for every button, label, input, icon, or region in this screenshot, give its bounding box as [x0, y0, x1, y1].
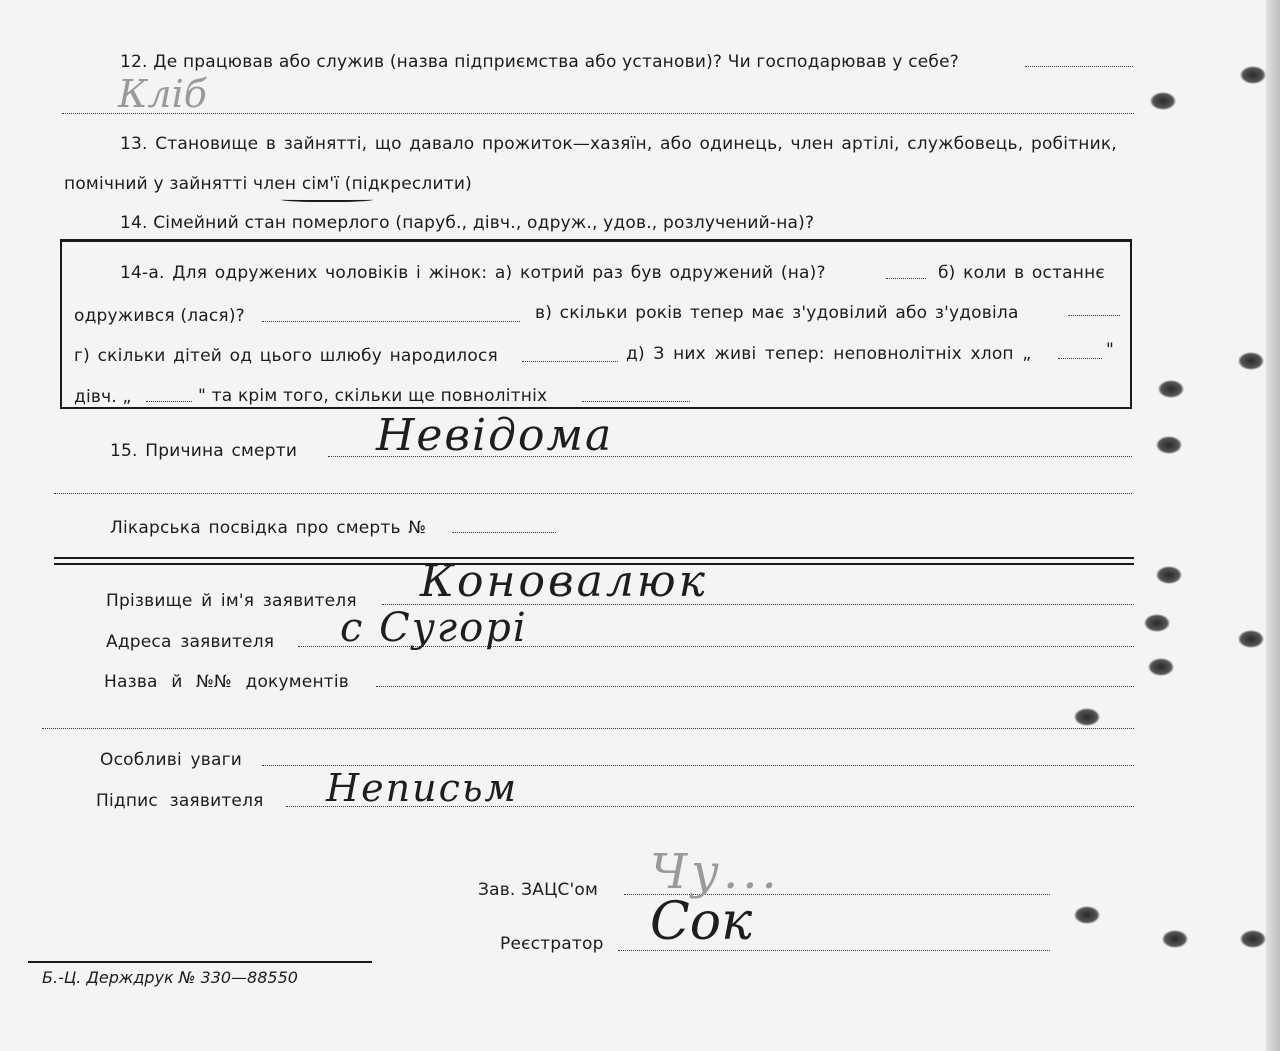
question-13-line-2: помічний у зайнятті член сім'ї (підкреслити): [64, 174, 472, 194]
documents-line: [376, 686, 1134, 687]
question-14a-line-2a: одружився (лася)?: [74, 306, 245, 326]
punch-hole-mark: [1074, 906, 1100, 924]
punch-hole-mark: [1074, 708, 1100, 726]
question-14: 14. Сімейний стан померлого (паруб., дівч., одруж., удов., розлучений-на)?: [120, 213, 815, 233]
punch-hole-mark: [1150, 92, 1176, 110]
medical-certificate: Лікарська посвідка про смерть №: [110, 518, 427, 538]
question-14a-line-1: 14-а. Для одружених чоловіків і жінок: а) котрий раз був одружений (на)?: [120, 263, 826, 283]
punch-hole-mark: [1158, 380, 1184, 398]
q15-handwritten-answer: Невідома: [376, 410, 614, 461]
punch-hole-mark: [1238, 352, 1264, 370]
question-14a-line-1b: б) коли в останнє: [938, 263, 1105, 283]
q14a-dotted-6: [146, 401, 192, 402]
applicant-name-label: Прізвище й ім'я заявителя: [106, 591, 357, 611]
question-14a-line-2b: в) скільки років тепер має з'удовілий або з'удовіла: [535, 303, 1019, 323]
q12-dotted-line: [1025, 66, 1133, 67]
head-signature-handwritten: Чу...: [650, 844, 781, 900]
footer-rule: [28, 961, 372, 963]
question-14a-line-3b: д) З них живі тепер: неповнолітніх хлоп „: [626, 344, 1032, 364]
applicant-signature-label: Підпис заявителя: [96, 791, 264, 811]
q12-handwritten-answer: Кліб: [118, 72, 207, 116]
q14a-dotted-1: [886, 278, 926, 279]
applicant-address-label: Адреса заявителя: [106, 632, 275, 652]
punch-hole-mark: [1148, 658, 1174, 676]
question-14a-line-4a: дівч. „: [74, 387, 132, 407]
punch-hole-mark: [1240, 66, 1266, 84]
documents-second-line: [42, 728, 1134, 729]
punch-hole-mark: [1238, 630, 1264, 648]
question-14a-line-4b: " та крім того, скільки ще повнолітніх: [198, 386, 548, 406]
question-14a-quote: ": [1106, 340, 1115, 360]
q14a-dotted-7: [582, 401, 690, 402]
paper-edge: [1266, 0, 1280, 1051]
punch-hole-mark: [1156, 436, 1182, 454]
q14a-dotted-5: [1058, 358, 1102, 359]
punch-hole-mark: [1162, 930, 1188, 948]
question-14a-line-3a: г) скільки дітей од цього шлюбу народилося: [74, 346, 498, 366]
punch-hole-mark: [1144, 614, 1170, 632]
q15-second-line: [54, 493, 1132, 494]
medical-dotted-line: [452, 532, 556, 533]
remarks-label: Особливі уваги: [100, 750, 242, 770]
underline-mark: [281, 196, 373, 202]
applicant-name-handwritten: Коновалюк: [420, 556, 708, 607]
punch-hole-mark: [1156, 566, 1182, 584]
applicant-address-handwritten: с Сугорі: [340, 605, 528, 651]
printer-imprint: Б.-Ц. Держдрук № 330—88550: [42, 968, 298, 987]
q12-answer-line: [62, 113, 1134, 114]
q14a-dotted-2: [262, 321, 520, 322]
applicant-signature-handwritten: Неписьм: [326, 766, 519, 810]
head-label: Зав. ЗАЦС'ом: [478, 880, 599, 900]
punch-hole-mark: [1240, 930, 1266, 948]
question-13-line-1: 13. Становище в зайнятті, що давало прожиток—хазяїн, або одинець, член артілі, службовець, робітник,: [120, 134, 1117, 154]
q14a-dotted-4: [522, 361, 618, 362]
question-15: 15. Причина смерти: [110, 441, 298, 461]
q14a-dotted-3: [1068, 315, 1120, 316]
registrar-label: Реєстратор: [500, 934, 604, 954]
documents-label: Назва й №№ документів: [104, 672, 350, 692]
registrar-signature-handwritten: Сок: [650, 892, 753, 952]
question-12: 12. Де працював або служив (назва підприємства або установи)? Чи господарював у себе?: [120, 52, 959, 72]
